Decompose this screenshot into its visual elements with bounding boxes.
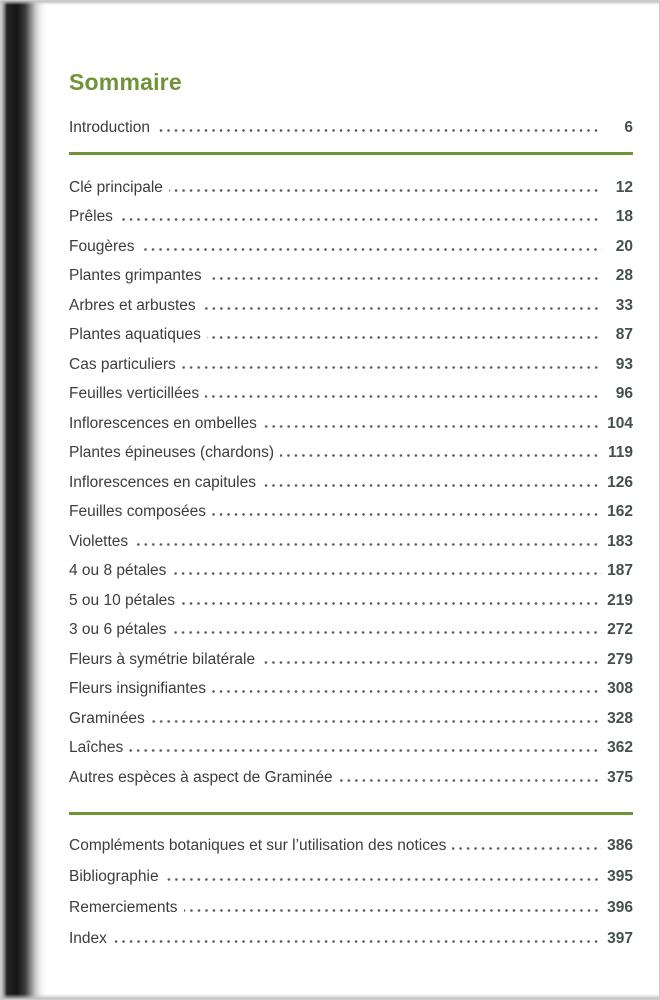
dot-leader [169,189,602,192]
toc-entry [69,375,633,405]
toc-entry-label: Fleurs insignifiantes [69,680,206,697]
toc-entry-page: 87 [615,326,633,343]
dot-leader [119,218,602,221]
toc-entry-page: 104 [607,414,633,432]
toc-entry [69,434,633,464]
toc-entry-page: 183 [607,532,633,550]
toc-entry-label: Prêles [69,208,113,225]
toc-entry [69,729,633,759]
toc-entry-label: Laîches [69,739,124,756]
dot-leader [113,940,602,943]
toc-entry-page: 119 [607,444,633,461]
toc-entry-page: 386 [607,836,633,854]
page-title: Sommaire [69,69,182,95]
dot-leader [129,749,602,752]
toc-entry-page: 20 [615,237,633,255]
toc-entry [69,856,633,887]
toc-entry [69,918,633,949]
toc-entry-page: 396 [607,898,633,916]
toc-entry-label: Inflorescences en capitules [69,473,256,491]
dot-leader [181,602,602,605]
toc-entry [69,670,633,700]
toc-entry-label: Plantes épineuses (chardons) [69,444,275,461]
toc-entry [69,404,633,434]
toc-entry [69,463,633,493]
dot-leader [165,878,602,881]
dot-leader [208,277,602,280]
toc-entry [69,316,633,346]
toc-entry-label: Bibliographie [69,867,159,885]
toc-entry [69,227,633,257]
toc-entry [69,581,633,611]
dot-leader [452,847,602,850]
dot-leader [261,661,602,664]
toc-entry-label: Autres espèces à aspect de Graminée [69,768,333,786]
toc-entry-page: 28 [615,267,633,284]
dot-leader [172,572,602,575]
toc-entry-page: 33 [615,296,633,314]
toc-entry [69,286,633,316]
dot-leader [262,484,602,487]
toc-entry-page: 18 [615,208,633,225]
toc-entry-label: Clé principale [69,178,163,196]
toc-entry-label: Inflorescences en ombelles [69,414,257,432]
toc-entry-label: 3 ou 6 pétales [69,621,167,638]
dot-leader [172,631,602,634]
toc-entry-page: 126 [607,473,633,491]
dot-leader [207,336,602,339]
book-binding-shadow [1,1,47,999]
toc-entry-page: 93 [615,355,633,373]
dot-leader [134,543,602,546]
toc-entry-page: 12 [615,178,633,196]
toc-entry [69,552,633,582]
toc-entry-page: 362 [607,739,633,756]
toc-entry-label: Remerciements [69,898,178,916]
dot-leader [212,513,602,516]
toc-entry [69,758,633,788]
toc-entry [69,611,633,641]
toc-entry-label: Violettes [69,532,129,550]
toc-entry [69,640,633,670]
toc-entry-label: Cas particuliers [69,355,176,373]
toc-entry-page: 187 [607,562,633,579]
dot-leader [339,779,602,782]
toc-entry-page: 279 [607,650,633,668]
dot-leader [205,395,602,398]
page-top-edge [1,1,659,5]
toc-entry-page: 6 [624,119,633,136]
dot-leader [263,425,602,428]
toc-entry-label: Fleurs à symétrie bilatérale [69,650,256,668]
toc-entry [69,345,633,375]
toc-entry [69,198,633,228]
toc-entry-label: Feuilles verticillées [69,385,200,402]
toc-entry-page: 395 [607,867,633,885]
dot-leader [156,129,602,132]
toc-entry [69,522,633,552]
dot-leader [212,690,602,693]
toc-entry [69,699,633,729]
section-divider-rule [69,812,633,815]
toc-entry-page: 375 [607,768,633,786]
dot-leader [184,909,602,912]
toc-entry-page: 96 [615,385,633,402]
toc-entry-label: Fougères [69,237,135,255]
toc-entry-page: 308 [607,680,633,697]
toc-entry [69,887,633,918]
toc-content [69,69,633,949]
toc-entry-label: Feuilles composées [69,503,206,520]
toc-entry-page: 219 [607,591,633,609]
toc-entry [69,168,633,198]
toc-entry-label: 4 ou 8 pétales [69,562,167,579]
dot-leader [140,248,602,251]
toc-entry-label: Compléments botaniques et sur l’utilisation des notices [69,836,447,854]
page-bottom-edge [1,994,659,999]
dot-leader [182,366,602,369]
section-divider-rule [69,152,633,155]
toc-entry-page: 272 [607,621,633,638]
toc-entry-label: Plantes aquatiques [69,326,201,343]
toc-entry-page: 328 [607,709,633,727]
toc-entry-page: 162 [607,503,633,520]
toc-entry [69,257,633,287]
toc-entry-label: Graminées [69,709,145,727]
dot-leader [202,307,602,310]
toc-entry [69,493,633,523]
toc-entry-label: Plantes grimpantes [69,267,202,284]
toc-entry-label: Introduction [69,119,150,136]
toc-entry-page: 397 [607,929,633,947]
toc-entry-introduction [69,108,633,138]
toc-entry [69,825,633,856]
dot-leader [280,454,602,457]
toc-entry-label: Index [69,929,107,947]
dot-leader [151,720,602,723]
toc-main-list [69,168,633,788]
toc-back-list [69,825,633,949]
toc-entry-label: 5 ou 10 pétales [69,591,176,609]
toc-entry-label: Arbres et arbustes [69,296,196,314]
